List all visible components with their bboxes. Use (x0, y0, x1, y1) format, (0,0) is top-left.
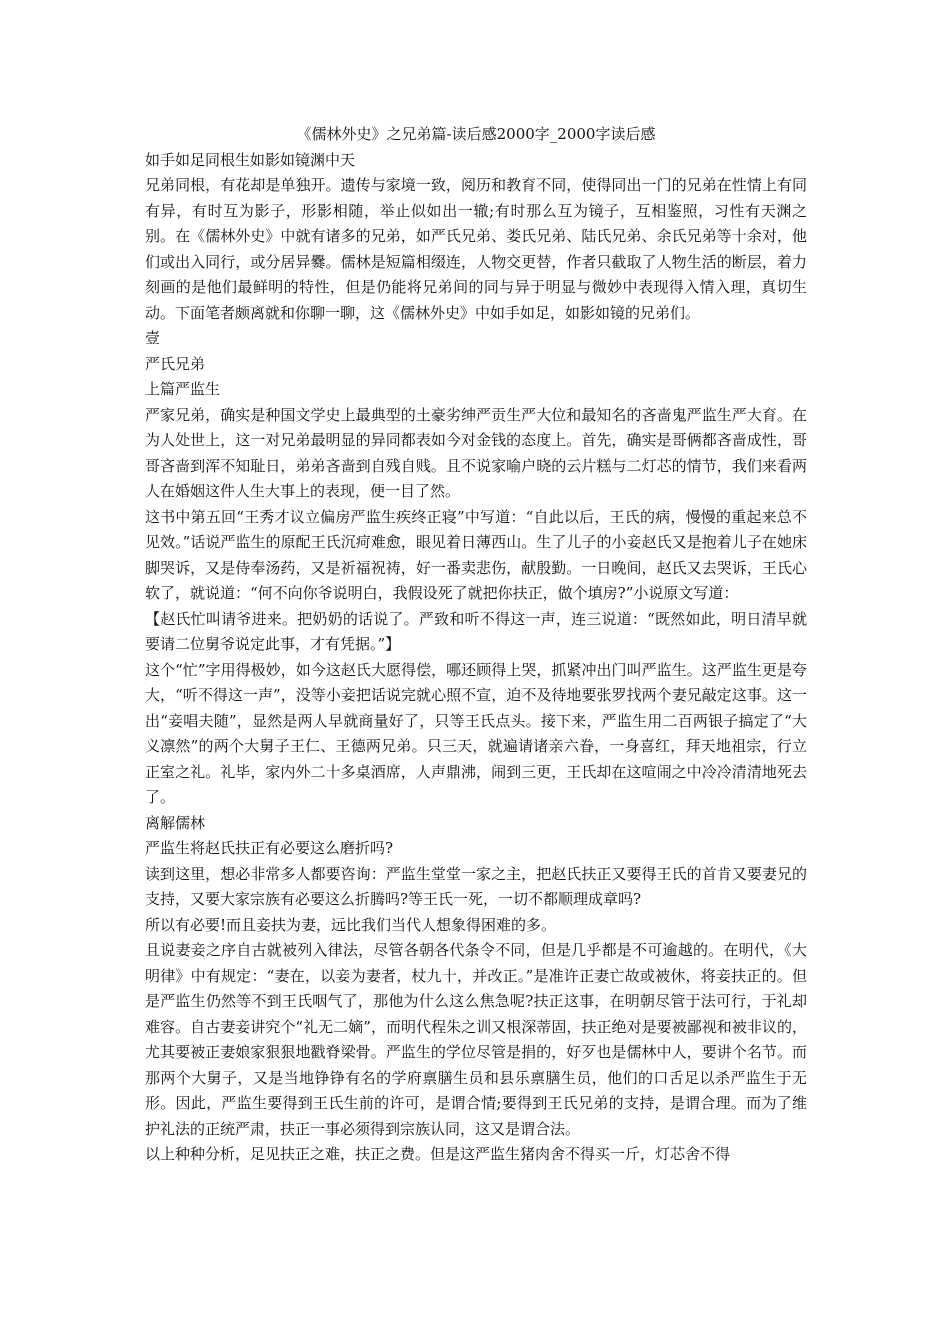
paragraph: 这书中第五回“王秀才议立偏房严监生疾终正寝”中写道：“自此以后，王氏的病，慢慢的重起来总不见效。”话说严监生的原配王氏沉疴难愈，眼见着日薄西山。生了儿子的小妾赵氏又是抱着儿子在她床脚哭诉，又是侍奉汤药，又是祈福祝祷，好一番卖悲伤，献殷勤。一日晚间，赵氏又去哭诉，王氏心软了，就说道：“何不向你爷说明白，我假设死了就把你扶正，做个填房?”小说原文写道： (145, 507, 807, 602)
section-heading: 严氏兄弟 (145, 354, 206, 373)
paragraph: 这个“忙”字用得极妙，如今这赵氏大愿得偿，哪还顾得上哭，抓紧冲出门叫严监生。这严监生更是夸大，“听不得这一声”，没等小妾把话说完就心照不宣，迫不及待地要张罗找两个妻兄敲定这事。这一出“妾唱夫随”，显然是两人早就商量好了，只等王氏点头。接下来，严监生用二百两银子搞定了“大义凛然”的两个大舅子王仁、王德两兄弟。只三天，就遍请诸亲六眷，一身喜红，拜天地祖宗，行立正室之礼。礼毕，家内外二十多桌酒席，人声鼎沸，闹到三更，王氏却在这喧闹之中冷冷清清地死去了。 (145, 660, 807, 806)
section-heading: 离解儒林 (145, 813, 206, 832)
document-page (145, 122, 807, 1168)
quoted-passage: 【赵氏忙叫请爷进来。把奶奶的话说了。严致和听不得这一声，连三说道：“既然如此，明日清早就要请二位舅爷说定此事，才有凭据。”】 (145, 609, 807, 653)
subtitle-line: 如手如足同根生如影如镜渊中天 (145, 150, 356, 169)
section-number: 壹 (145, 329, 161, 347)
paragraph: 严家兄弟，确实是种国文学史上最典型的土豪劣绅严贡生严大位和最知名的吝啬鬼严监生严大育。在为人处世上，这一对兄弟最明显的异同都表如今对金钱的态度上。首先，确实是哥俩都吝啬成性，哥哥吝啬到浑不知耻日，弟弟吝啬到自残自贱。且不说家喻户晓的云片糕与二灯芯的情节，我们来看两人在婚姻这件人生大事上的表现，便一目了然。 (145, 405, 807, 500)
document-title: 《儒林外史》之兄弟篇-读后感2000字_2000字读后感 (296, 125, 656, 143)
subsection-heading: 上篇严监生 (145, 380, 221, 398)
paragraph: 所以有必要!而且妾扶为妻，远比我们当代人想象得困难的多。 (145, 915, 557, 934)
question-line: 严监生将赵氏扶正有必要这么磨折吗? (145, 839, 394, 857)
paragraph: 兄弟同根，有花却是单独开。遗传与家境一致，阅历和教育不同，使得同出一门的兄弟在性情上有同有异，有时互为影子，形影相随，举止似如出一辙;有时那么互为镜子，互相鉴照，习性有天渊之别。在《儒林外史》中就有诸多的兄弟，如严氏兄弟、娄氏兄弟、陆氏兄弟、余氏兄弟等十余对，他们或出入同行，或分居异爨。儒林是短篇相缀连，人物交更替，作者只截取了人物生活的断层，着力刻画的是他们最鲜明的特性，但是仍能将兄弟间的同与异于明显与微妙中表现得入情入理，真切生动。下面笔者颇离就和你聊一聊，这《儒林外史》中如手如足，如影如镜的兄弟们。 (145, 176, 807, 322)
paragraph: 且说妻妾之序自古就被列入律法，尽管各朝各代条令不同，但是几乎都是不可逾越的。在明代，《大明律》中有规定：“妻在，以妾为妻者，杖九十，并改正。”是准许正妻亡故或被休，将妾扶正的。但是严监生仍然等不到王氏咽气了，那他为什么这么焦急呢?扶正这事，在明朝尽管于法可行，于礼却难容。自古妻妾讲究个“礼无二嫡”，而明代程朱之训又根深蒂固，扶正绝对是要被鄙视和被非议的，尤其要被正妻娘家狠狠地戳脊梁骨。严监生的学位尽管是捐的，好歹也是儒林中人，要讲个名节。而那两个大舅子，又是当地铮铮有名的学府禀膳生员和县乐禀膳生员，他们的口舌足以杀严监生于无形。因此，严监生要得到王氏生前的许可，是谓合情;要得到王氏兄弟的支持，是谓合理。而为了维护礼法的正统严肃，扶正一事必须得到宗族认同，这又是谓合法。 (145, 941, 807, 1138)
paragraph: 读到这里，想必非常多人都要咨询：严监生堂堂一家之主，把赵氏扶正又要得王氏的首肯又要妻兄的支持，又要大家宗族有必要这么折腾吗?等王氏一死，一切不都顺理成章吗? (145, 864, 807, 908)
paragraph: 以上种种分析，足见扶正之难，扶正之费。但是这严监生猪肉舍不得买一斤，灯芯舍不得 (145, 1145, 731, 1163)
